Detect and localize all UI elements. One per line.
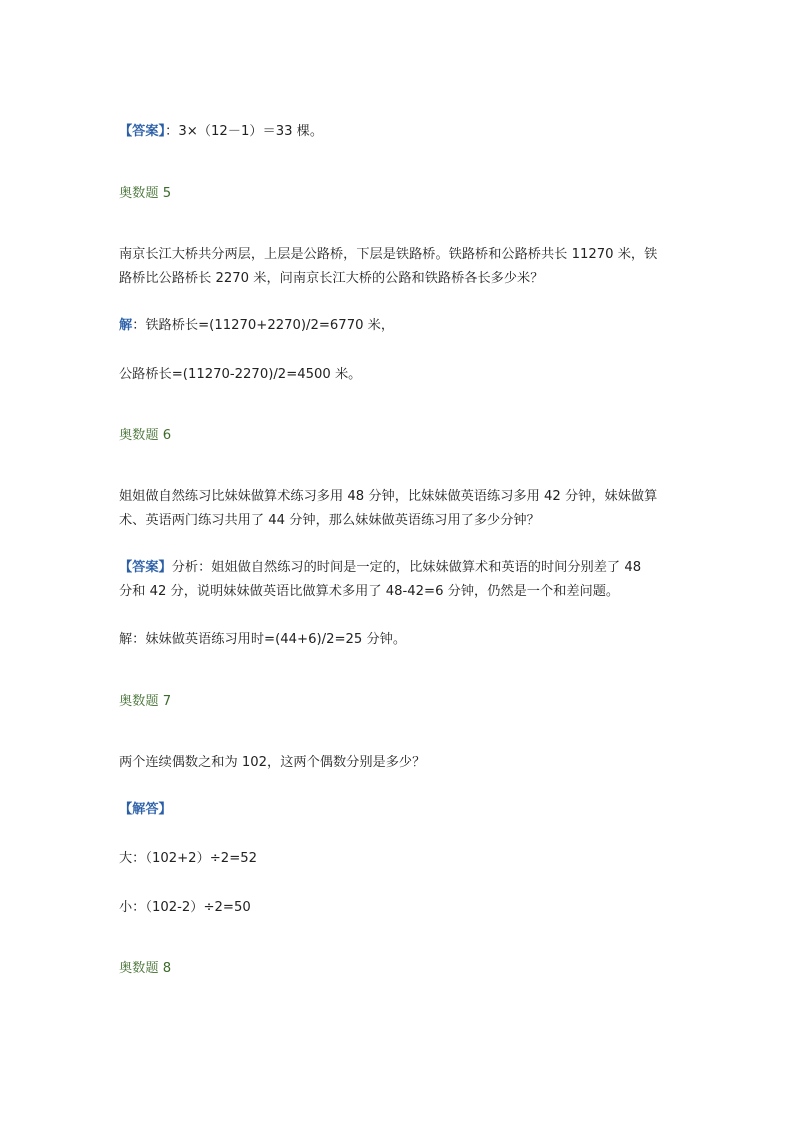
problem-text-7: 两个连续偶数之和为 102，这两个偶数分别是多少？ bbox=[119, 755, 426, 770]
solution-5-line-a bbox=[119, 314, 679, 338]
problem-heading-8: 奥数题 8 bbox=[119, 961, 172, 976]
solution-label: 解 bbox=[119, 318, 133, 333]
answer-label: 【答案】 bbox=[119, 124, 166, 139]
answer-6-label: 【答案】 bbox=[119, 560, 172, 575]
answer-paragraph-4 bbox=[119, 120, 679, 144]
problem-text-5 bbox=[119, 243, 679, 291]
solution-6: 解：妹妹做英语练习用时=(44+6)/2=25 分钟。 bbox=[119, 632, 407, 647]
problem-6-line-1: 姐姐做自然练习比妹妹做算术练习多用 48 分钟，比妹妹做英语练习多用 42 分钟，妹妹做算 bbox=[119, 489, 658, 504]
problem-heading-7: 奥数题 7 bbox=[119, 694, 172, 709]
problem-heading-5: 奥数题 5 bbox=[119, 186, 172, 201]
answer-7-label: 【解答】 bbox=[119, 802, 172, 817]
answer-6-line-1: 分析：姐姐做自然练习的时间是一定的，比妹妹做算术和英语的时间分别差了 48 bbox=[171, 560, 642, 575]
problem-heading-6: 奥数题 6 bbox=[119, 428, 172, 443]
solution-7-line-a: 大：（102+2）÷2=52 bbox=[119, 851, 258, 866]
problem-text-6 bbox=[119, 485, 679, 533]
solution-5-line-b: 公路桥长=(11270-2270)/2=4500 米。 bbox=[119, 367, 362, 382]
solution-7-line-b: 小：（102-2）÷2=50 bbox=[119, 900, 251, 915]
answer-paragraph-6 bbox=[119, 556, 679, 604]
answer-text: ：3×（12－1）＝33 棵。 bbox=[165, 124, 324, 139]
answer-6-line-2: 分和 42 分，说明妹妹做英语比做算术多用了 48-42=6 分钟，仍然是一个和差问题。 bbox=[119, 584, 620, 599]
solution-5-text-a: ：铁路桥长=(11270+2270)/2=6770 米， bbox=[132, 318, 395, 333]
problem-5-line-2: 路桥比公路桥长 2270 米，问南京长江大桥的公路和铁路桥各长多少米？ bbox=[119, 271, 544, 286]
problem-5-line-1: 南京长江大桥共分两层，上层是公路桥，下层是铁路桥。铁路桥和公路桥共长 11270 米，铁 bbox=[119, 247, 658, 262]
problem-6-line-2: 术、英语两门练习共用了 44 分钟，那么妹妹做英语练习用了多少分钟？ bbox=[119, 513, 540, 528]
